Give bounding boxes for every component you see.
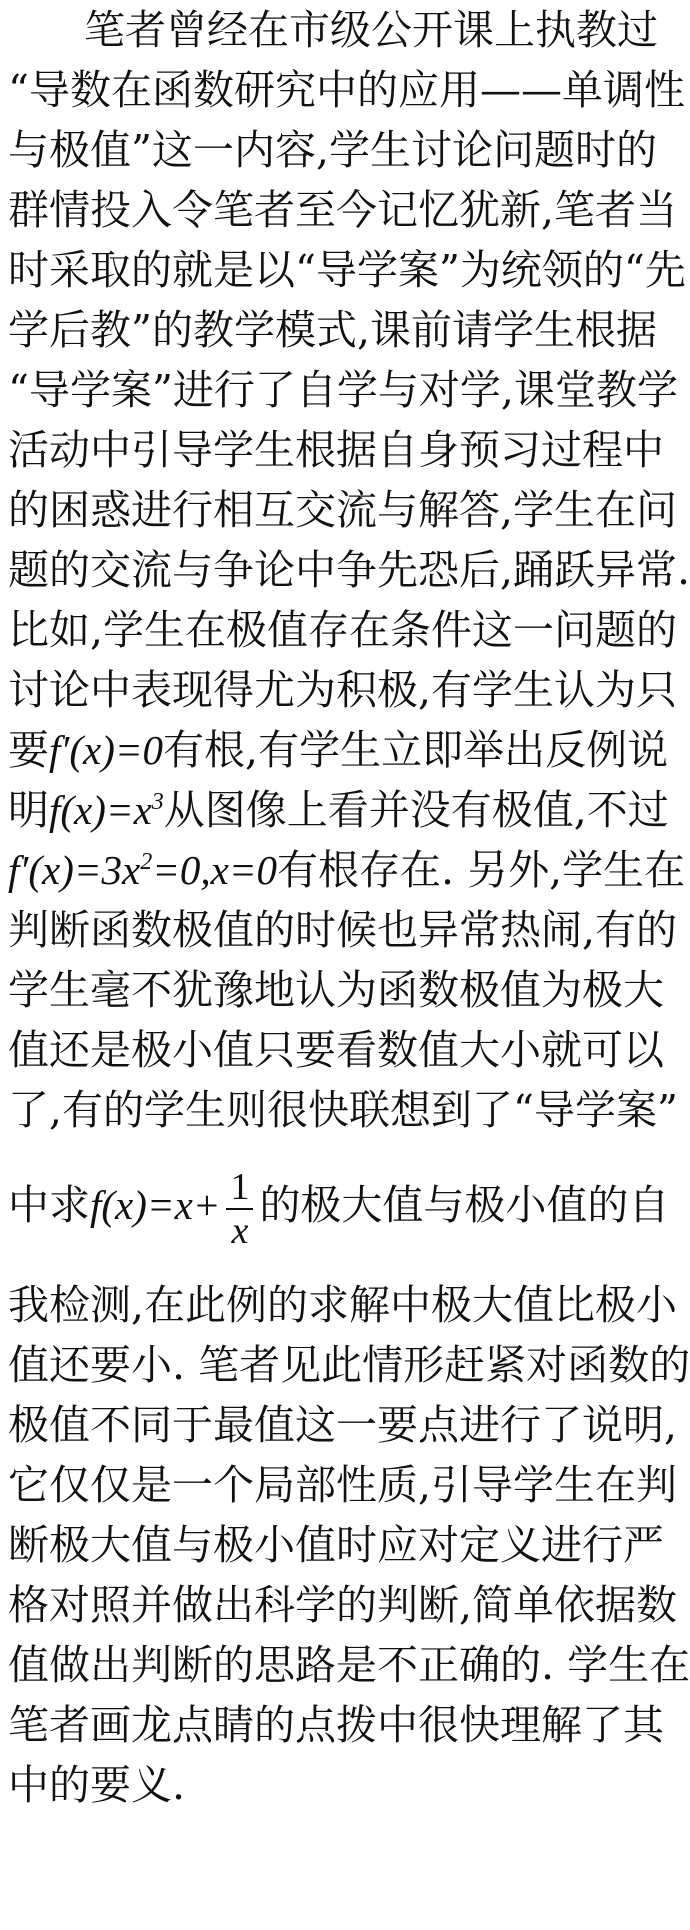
text-line xyxy=(8,300,657,360)
text-run: 我检测,在此例的求解中极大值比极小 xyxy=(8,1281,678,1329)
text-line xyxy=(8,480,678,540)
text-run: “导学案”进行了自学与对学,课堂教学 xyxy=(8,366,678,414)
text-run: 题的交流与争论中争先恐后,踊跃异常. xyxy=(8,546,690,594)
text-run: 的困惑进行相互交流与解答,学生在问 xyxy=(8,486,678,534)
text-line xyxy=(8,60,685,120)
text-line xyxy=(8,360,678,420)
math-exponent: 2 xyxy=(140,849,153,875)
text-line xyxy=(8,1080,678,1140)
text-run: 判断函数极值的时候也异常热闹,有的 xyxy=(8,906,678,954)
text-run xyxy=(8,720,668,780)
text-run: 断极大值与极小值时应对定义进行严 xyxy=(8,1521,664,1569)
text-line xyxy=(8,780,669,840)
text-line xyxy=(8,120,657,180)
text-run: 讨论中表现得尤为积极,有学生认为只 xyxy=(8,666,678,714)
text-run: 从图像上看并没有极值,不过 xyxy=(163,786,669,834)
text-line xyxy=(8,1635,690,1695)
text-line xyxy=(8,540,690,600)
fraction-numerator: 1 xyxy=(230,1165,250,1208)
fraction xyxy=(226,1165,253,1252)
text-line xyxy=(8,1335,690,1395)
text-run: 中的要义. xyxy=(8,1761,186,1809)
text-run: 群情投入令笔者至今记忆犹新,笔者当 xyxy=(8,186,678,234)
text-line xyxy=(8,0,658,60)
text-run: 极值不同于最值这一要点进行了说明, xyxy=(8,1401,678,1449)
text-run: “导数在函数研究中的应用——单调性 xyxy=(8,66,685,114)
text-run: 要 xyxy=(8,726,49,774)
text-run: 有根存在. 另外,学生在 xyxy=(277,846,686,894)
math-expression: f′(x)=0 xyxy=(49,727,164,773)
text-line xyxy=(8,1755,608,1815)
text-line xyxy=(8,660,678,720)
text-line xyxy=(8,720,669,780)
text-line xyxy=(8,1275,678,1335)
text-line xyxy=(8,1020,664,1080)
text-line xyxy=(8,240,686,300)
text-run: 时采取的就是以“导学案”为统领的“先 xyxy=(8,246,686,294)
text-run: 明 xyxy=(8,786,49,834)
text-run xyxy=(8,840,685,900)
text-run: 与极值”这一内容,学生讨论问题时的 xyxy=(8,126,657,174)
text-line xyxy=(8,420,664,480)
text-line xyxy=(8,960,664,1020)
text-run: 比如,学生在极值存在条件这一问题的 xyxy=(8,606,678,654)
text-run: 中求 xyxy=(8,1181,90,1229)
text-line xyxy=(8,1455,678,1515)
text-line xyxy=(8,900,678,960)
text-run xyxy=(8,780,669,840)
text-line xyxy=(8,1395,678,1455)
text-run: 它仅仅是一个局部性质,引导学生在判 xyxy=(8,1461,678,1509)
text-line xyxy=(8,180,678,240)
fraction-denominator: x xyxy=(231,1209,249,1252)
math-expression xyxy=(8,847,277,893)
text-line xyxy=(8,1515,664,1575)
text-run: 活动中引导学生根据自身预习过程中 xyxy=(8,426,664,474)
text-line xyxy=(8,840,686,900)
text-run: 值做出判断的思路是不正确的. 学生在 xyxy=(8,1641,690,1689)
text-run: 值还要小. 笔者见此情形赶紧对函数的 xyxy=(8,1341,690,1389)
article-paragraph xyxy=(8,0,690,1930)
text-run: 值还是极小值只要看数值大小就可以 xyxy=(8,1026,664,1074)
math-exponent: 3 xyxy=(151,789,164,815)
math-rest: x=0 xyxy=(210,847,278,893)
text-run: 笔者画龙点睛的点拨中很快理解了其 xyxy=(8,1701,664,1749)
text-run: 了,有的学生则很快联想到了“导学案” xyxy=(8,1086,678,1134)
math-rest: =0, xyxy=(152,847,211,893)
math-base: f′(x)=3x xyxy=(8,847,141,893)
text-run: 学生毫不犹豫地认为函数极值为极大 xyxy=(8,966,664,1014)
text-line xyxy=(8,1150,670,1260)
text-run: 格对照并做出科学的判断,简单依据数 xyxy=(8,1581,678,1629)
math-expression xyxy=(49,787,164,833)
text-run xyxy=(8,1150,669,1260)
text-line xyxy=(8,1695,664,1755)
math-base: f(x)=x xyxy=(49,787,152,833)
text-line xyxy=(8,1575,678,1635)
text-run: 笔者曾经在市级公开课上执教过 xyxy=(84,6,658,54)
text-run: 学后教”的教学模式,课前请学生根据 xyxy=(8,306,657,354)
text-run: 的极大值与极小值的自 xyxy=(259,1181,670,1229)
text-run: 有根,有学生立即举出反例说 xyxy=(163,726,669,774)
math-expression: f(x)=x+ xyxy=(90,1182,221,1228)
text-line xyxy=(8,600,678,660)
